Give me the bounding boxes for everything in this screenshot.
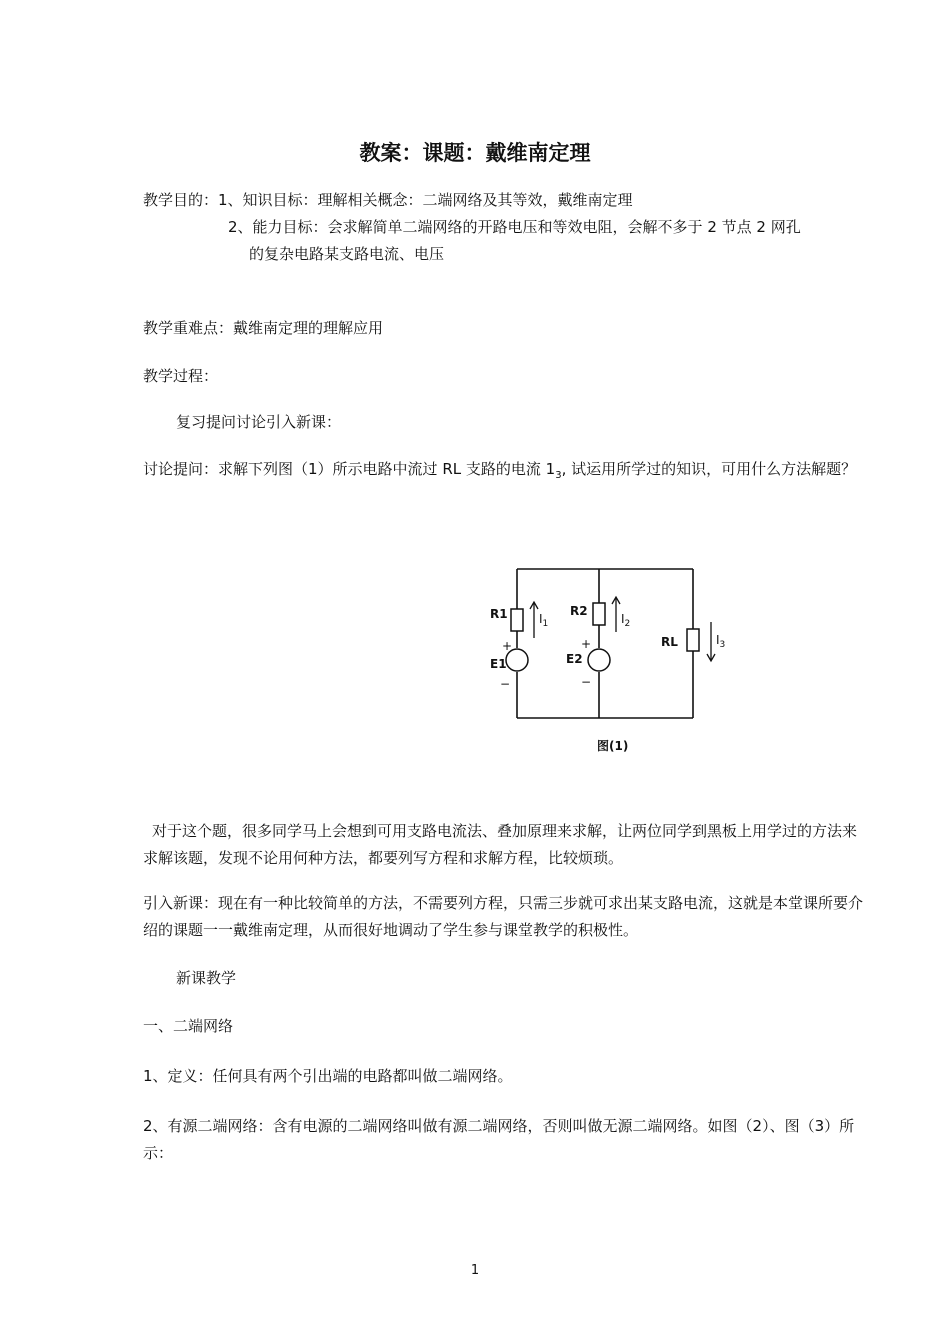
plus-e1: + [502,639,513,653]
objectives-line-3: 的复杂电路某支路电流、电压 [249,245,445,263]
label-e1: E1 [490,657,507,671]
review-heading: 复习提问讨论引入新课： [176,413,342,431]
label-i2: $I_2$ [621,612,631,629]
label-r2: R2 [570,604,588,618]
minus-e1: − [500,677,511,691]
discussion-text-after: , 试运用所学过的知识，可用什么方法解题？ [561,460,857,478]
active-network: 2、有源二端网络：含有电源的二端网络叫做有源二端网络，否则叫做无源二端网络。如图（2）、图（3）所示： [143,1117,855,1162]
section1-heading: 一、二端网络 [143,1017,234,1035]
key-points: 教学重难点：戴维南定理的理解应用 [143,319,384,337]
plus-e2: + [581,637,592,651]
paragraph-students: 对于这个题，很多同学马上会想到可用支路电流法、叠加原理来求解，让两位同学到黑板上用学过的方法来求解该题，发现不论用何种方法，都要列写方程和求解方程，比较烦琐。 [143,822,858,867]
discussion-question [143,456,863,489]
resistor-r1 [511,609,523,631]
objectives-line-2: 2、能力目标：会求解简单二端网络的开路电压和等效电阻，会解不多于 2 节点 2 网孔 [228,218,801,236]
circuit-figure-1 [480,560,750,760]
new-lesson-heading: 新课教学 [176,969,237,987]
label-e2: E2 [566,652,583,666]
page-title: 教案：课题：戴维南定理 [359,140,591,165]
definition: 1、定义：任何具有两个引出端的电路都叫做二端网络。 [143,1067,513,1085]
label-i3: $I_3$ [716,633,726,650]
discussion-subscript: 3 [555,470,562,481]
label-rl: RL [661,635,678,649]
page-number: 1 [470,1263,480,1278]
discussion-text-before: 讨论提问：求解下列图（1）所示电路中流过 RL 支路的电流 1 [143,460,556,478]
paragraph-intro: 引入新课：现在有一种比较简单的方法，不需要列方程，只需三步就可求出某支路电流，这就是本堂课所要介绍的课题一一戴维南定理，从而很好地调动了学生参与课堂教学的积极性。 [143,894,864,939]
source-e2 [588,649,610,671]
label-i1: $I_1$ [539,612,549,629]
resistor-rl [687,629,699,651]
label-r1: R1 [490,607,508,621]
objectives-line-1: 教学目的：1、知识目标：理解相关概念：二端网络及其等效，戴维南定理 [143,191,633,209]
process-heading: 教学过程： [143,367,219,385]
minus-e2: − [581,675,592,689]
resistor-r2 [593,603,605,625]
figure-caption: 图(1) [597,739,629,753]
